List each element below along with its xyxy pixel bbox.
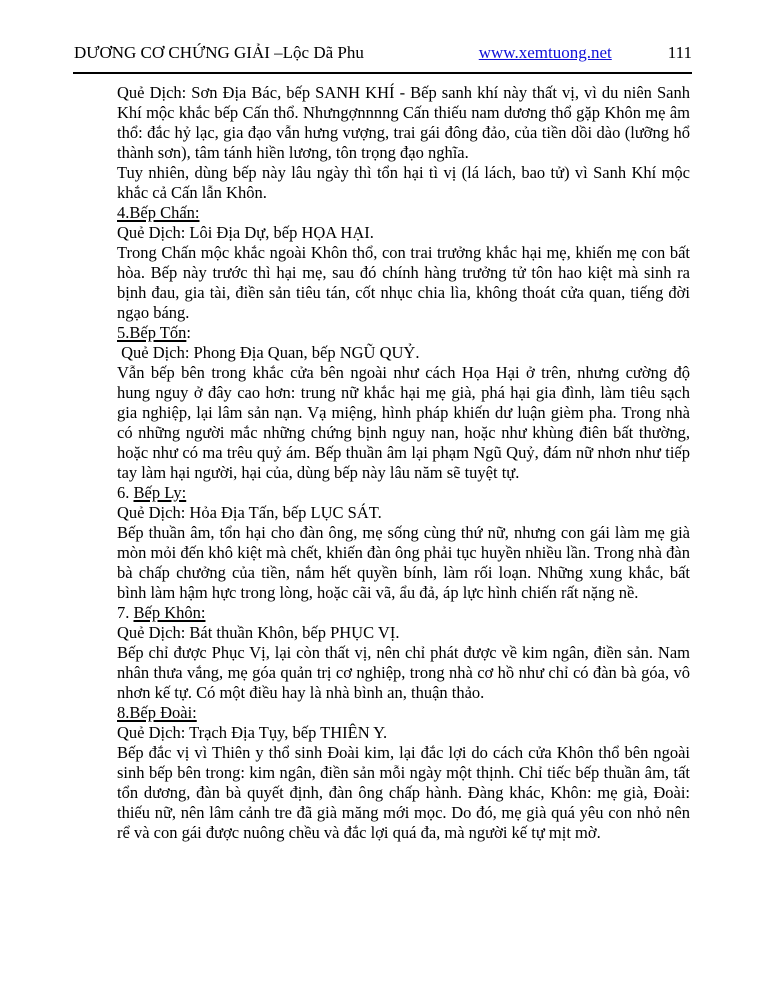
- paragraph: Trong Chấn mộc khắc ngoài Khôn thổ, con trai trưởng khắc hại mẹ, khiến mẹ con bất hòa. Bếp này trước thì hại mẹ, sau đó chính hàng trưởng tử tôn hao kiệt mà sinh ra bịnh đau, gia tài, điền sản tiêu tán, cốt nhục chia lìa, không thoát cửa quan, tiếng đời ngạo báng.: [117, 243, 690, 322]
- document-title: DƯƠNG CƠ CHỨNG GIẢI –Lộc Dã Phu: [74, 43, 364, 62]
- heading-underlined-text: 4.Bếp Chấn:: [117, 203, 200, 222]
- heading-suffix: :: [186, 323, 191, 342]
- heading-underlined-text: 5.Bếp Tốn: [117, 323, 187, 342]
- heading-underlined-text: Bếp Khôn:: [133, 603, 206, 622]
- heading-prefix: 7.: [117, 603, 134, 622]
- section-heading: [117, 483, 690, 503]
- heading-prefix: 6.: [117, 483, 134, 502]
- heading-underlined-text: Bếp Ly:: [133, 483, 187, 502]
- page-number: 111: [667, 43, 692, 62]
- website-link[interactable]: www.xemtuong.net: [478, 43, 612, 62]
- paragraph: Bếp đắc vị vì Thiên y thổ sinh Đoài kim, lại đắc lợi do cách cửa Khôn thổ bên ngoài sinh bếp bên trong: kim ngân, điền sản mỗi ngày một thịnh. Chỉ tiếc bếp thuần âm, tất tổn dương, đàn bà quyết định, đàn ông chấp hành. Đàng khác, Khôn: mẹ già, Đoài: thiếu nữ, nên lâm cảnh tre đã già măng mới mọc. Do đó, mẹ già quá yêu con nhỏ nên rể và con gái được nuông chều và đắc lợi quá đa, mà người kế tự mịt mờ.: [117, 743, 690, 842]
- paragraph: Quẻ Dịch: Bát thuần Khôn, bếp PHỤC VỊ.: [117, 623, 400, 642]
- document-body: [117, 83, 690, 843]
- heading-underlined-text: 8.Bếp Đoài:: [117, 703, 197, 722]
- section-heading: [117, 703, 690, 723]
- section-heading: [117, 203, 690, 223]
- page-header: [74, 0, 692, 63]
- paragraph: Quẻ Dịch: Lôi Địa Dự, bếp HỌA HẠI.: [117, 223, 374, 242]
- paragraph: Quẻ Dịch: Trạch Địa Tụy, bếp THIÊN Y.: [117, 723, 388, 742]
- section-heading: [117, 323, 690, 343]
- paragraph: Quẻ Dịch: Hỏa Địa Tấn, bếp LỤC SÁT.: [117, 503, 382, 522]
- paragraph: Tuy nhiên, dùng bếp này lâu ngày thì tổn hại tì vị (lá lách, bao tử) vì Sanh Khí mộc khắc cả Cấn lẫn Khôn.: [117, 163, 690, 202]
- header-divider: [73, 72, 692, 74]
- paragraph: Vẫn bếp bên trong khắc cửa bên ngoài như cách Họa Hại ở trên, nhưng cường độ hung nguy ở đây cao hơn: trung nữ khắc hại mẹ già, phá hại gia đình, làm tiêu sạch gia nghiệp, lại lâm sản nạn. Vạ miệng, hình pháp khiến dư luận gièm pha. Trong nhà có những người mắc những chứng bịnh nguy nan, hoặc như khùng điên bất thường, hoặc như có ma trêu quỷ ám. Bếp thuần âm lại phạm Ngũ Quỷ, đám nữ nhơn như tiếp tay làm hại người, hại của, dùng bếp này lâu năm sẽ tuyệt tự.: [117, 363, 690, 482]
- paragraph: Bếp chỉ được Phục Vị, lại còn thất vị, nên chỉ phát được về kim ngân, điền sản. Nam nhân thưa vắng, mẹ góa quản trị cơ nghiệp, trong nhà cơ hồ như chỉ có đàn bà góa, vô nhơn kế tự. Có một điều hay là nhà bình an, thuận thảo.: [117, 643, 690, 702]
- paragraph: Bếp thuần âm, tổn hại cho đàn ông, mẹ sống cùng thứ nữ, nhưng con gái làm mẹ già mòn mỏi đến khô kiệt mà chết, khiến đàn ông phải tục huyền nhiều lần. Trong nhà đàn bà chấp chưởng của tiền, nắm hết quyền bính, làm rối loạn. Những xung khắc, bất bình làm hậm hực trong lòng, hoặc cãi vã, ẩu đả, áp lực hình chiến rất nặng nề.: [117, 523, 690, 602]
- section-heading: [117, 603, 690, 623]
- paragraph: Quẻ Dịch: Phong Địa Quan, bếp NGŨ QUỶ.: [117, 343, 420, 362]
- paragraph: Quẻ Dịch: Sơn Địa Bác, bếp SANH KHÍ - Bếp sanh khí này thất vị, vì du niên Sanh Khí mộc khắc bếp Cấn thổ. Nhưngợnnnng Cấn thiếu nam dương thổ gặp Khôn mẹ âm thổ: đắc hỷ lạc, gia đạo vẫn hưng vượng, trai gái đông đảo, của tiền dồi dào (lưỡng hổ thành sơn), tâm tánh hiền lương, tôn trọng đạo nghĩa.: [117, 83, 690, 162]
